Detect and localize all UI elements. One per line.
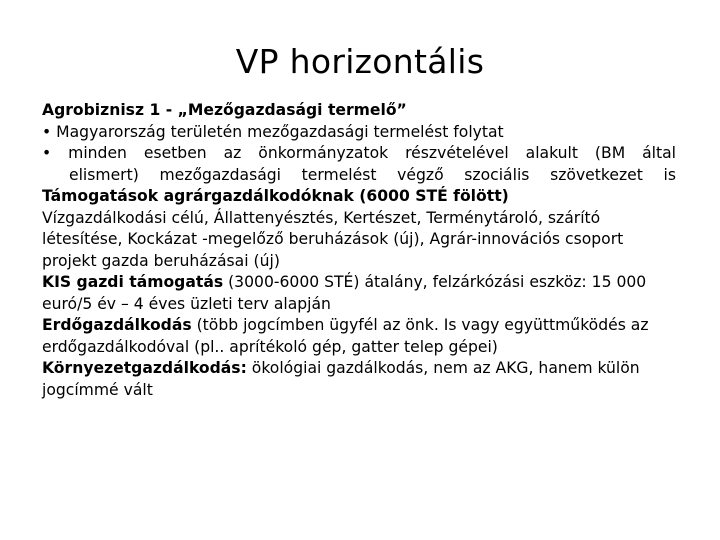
agro-heading: Agrobiznisz 1 - „Mezőgazdasági termelő” (42, 101, 407, 119)
erdo-label: Erdőgazdálkodás (42, 316, 192, 334)
slide-content (42, 100, 676, 401)
kis-label: KIS gazdi támogatás (42, 273, 224, 291)
slide-title: VP horizontális (235, 42, 485, 81)
kis-paragraph (42, 272, 676, 315)
kis-text: (3000-6000 STÉ) átalány, felzárkózási eszköz: 15 000 euró/5 év – 4 éves üzleti terv alapján (42, 273, 647, 313)
korny-label: Környezetgazdálkodás: (42, 359, 247, 377)
support-text: Vízgazdálkodási célú, Állattenyésztés, Kertészet, Terménytároló, szárító létesítése, Kockázat -megelőző beruházások (új), Agrár-innovációs csoport projekt gazda beruházásai (új) (42, 208, 624, 270)
bullet-item-continuation: elismert) mezőgazdasági termelést végző szociális szövetkezet is (69, 165, 676, 184)
korny-paragraph (42, 358, 676, 401)
support-heading: Támogatások agrárgazdálkodóknak (6000 STÉ fölött) (42, 187, 509, 205)
erdo-paragraph (42, 315, 676, 358)
bullet-item: • Magyarország területén mezőgazdasági termelést folytat (42, 122, 504, 141)
korny-text: ökológiai gazdálkodás, nem az AKG, hanem külön jogcímmé vált (42, 359, 640, 399)
erdo-text: (több jogcímben ügyfél az önk. Is vagy együttműködés az erdőgazdálkodóval (pl.. aprítékoló gép, gatter telep gépei) (42, 316, 649, 356)
bullet-item: • minden esetben az önkormányzatok részvételével alakult (BM által (42, 144, 676, 162)
